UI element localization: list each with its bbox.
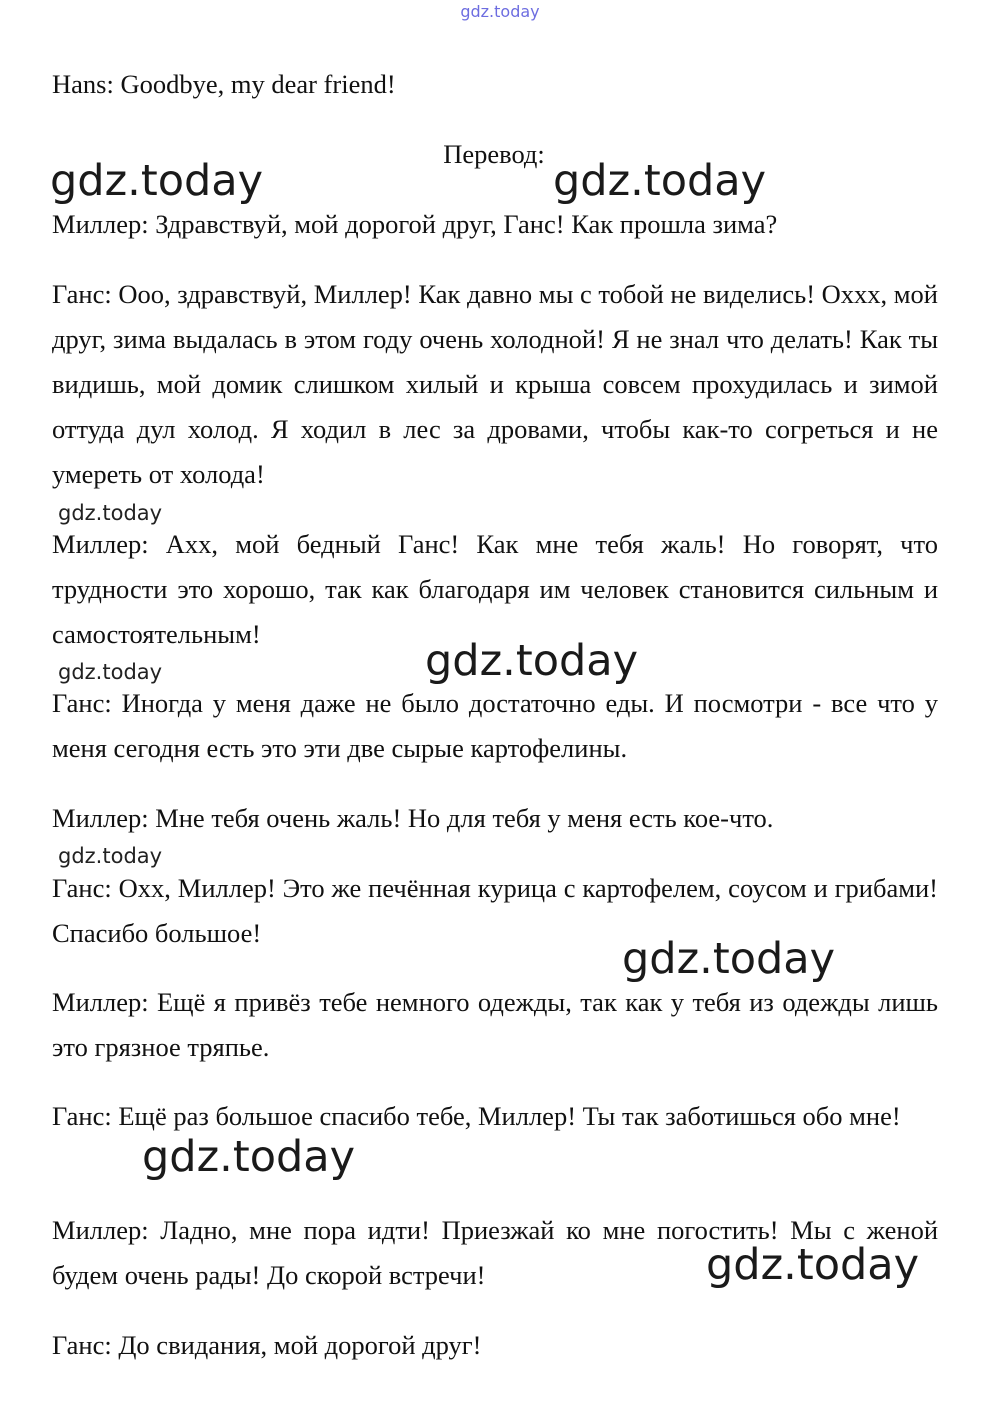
- dialogue-line-4: Ганс: Иногда у меня даже не было достаточно еды. И посмотри - все что у меня сегодня есть это эти две сырые картофелины.: [52, 688, 938, 763]
- watermark: gdz.today: [142, 1132, 356, 1182]
- watermark: gdz.today: [50, 156, 264, 206]
- watermark: gdz.today: [553, 156, 767, 206]
- watermark: gdz.today: [58, 660, 163, 684]
- dialogue-line-5: Миллер: Мне тебя очень жаль! Но для тебя у меня есть кое-что.: [52, 803, 774, 833]
- dialogue-line-2: Ганс: Ооо, здравствуй, Миллер! Как давно мы с тобой не виделись! Охxx, мой друг, зима выдалась в этом году очень холодной! Я не знал что делать! Как ты видишь, мой домик слишком хилый и крыша совсем прохудилась и зимой оттуда дул холод. Я ходил в лес за дровами, чтобы как-то согреться и не умереть от холода!: [52, 279, 938, 489]
- watermark: gdz.today: [425, 636, 639, 686]
- dialogue-line-6: Ганс: Охх, Миллер! Это же печённая курица с картофелем, соусом и грибами! Спасибо большое!: [52, 873, 938, 948]
- header-watermark: gdz.today: [460, 2, 540, 21]
- intro-line: Hans: Goodbye, my dear friend!: [52, 69, 396, 99]
- watermark: gdz.today: [58, 844, 163, 868]
- dialogue-line-7: Миллер: Ещё я привёз тебе немного одежды, так как у тебя из одежды лишь это грязное тряпье.: [52, 987, 938, 1062]
- translation-title: Перевод:: [443, 139, 545, 169]
- watermark: gdz.today: [706, 1240, 920, 1290]
- dialogue-line-3: Миллер: Ахх, мой бедный Ганс! Как мне тебя жаль! Но говорят, что трудности это хорошо, так как благодаря им человек становится сильным и самостоятельным!: [52, 529, 938, 649]
- dialogue-line-9: Миллер: Ладно, мне пора идти! Приезжай ко мне погостить! Мы с женой будем очень рады! До скорой встречи!: [52, 1215, 938, 1290]
- dialogue-line-10: Ганс: До свидания, мой дорогой друг!: [52, 1330, 482, 1360]
- dialogue-line-1: Миллер: Здравствуй, мой дорогой друг, Ганс! Как прошла зима?: [52, 209, 778, 239]
- watermark: gdz.today: [622, 934, 836, 984]
- dialogue-line-8: Ганс: Ещё раз большое спасибо тебе, Миллер! Ты так заботишься обо мне!: [52, 1101, 901, 1131]
- watermark: gdz.today: [58, 501, 163, 525]
